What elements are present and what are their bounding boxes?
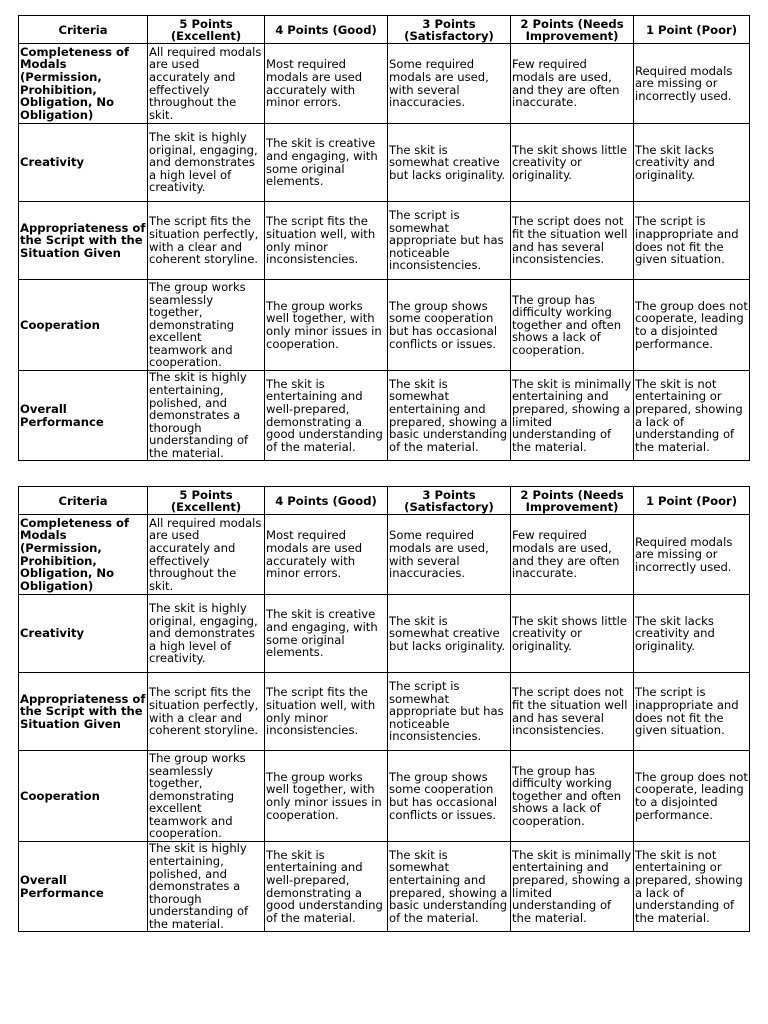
score-2-cell: Few required modals are used, and they are often inaccurate. [511, 44, 634, 124]
criteria-cell: Creativity [19, 595, 148, 673]
score-4-cell: The group works well together, with only minor issues in cooperation. [265, 280, 388, 371]
header-3-points: 3 Points (Satisfactory) [388, 16, 511, 44]
score-2-cell: The script does not fit the situation well and has several inconsistencies. [511, 202, 634, 280]
score-5-cell: The skit is highly entertaining, polished, and demonstrates a thorough understanding of the material. [148, 842, 265, 932]
criteria-cell: Cooperation [19, 280, 148, 371]
score-2-cell: The skit shows little creativity or originality. [511, 595, 634, 673]
table-row [19, 751, 750, 842]
header-4-points: 4 Points (Good) [265, 487, 388, 515]
header-4-points: 4 Points (Good) [265, 16, 388, 44]
criteria-cell: Completeness of Modals (Permission, Prohibition, Obligation, No Obligation) [19, 44, 148, 124]
score-4-cell: The skit is creative and engaging, with some original elements. [265, 595, 388, 673]
table-row [19, 280, 750, 371]
score-5-cell: The script fits the situation perfectly, with a clear and coherent storyline. [148, 673, 265, 751]
score-5-cell: The group works seamlessly together, demonstrating excellent teamwork and cooperation. [148, 280, 265, 371]
score-5-cell: The skit is highly original, engaging, and demonstrates a high level of creativity. [148, 595, 265, 673]
score-1-cell: The skit lacks creativity and originality. [634, 124, 750, 202]
criteria-cell: Completeness of Modals (Permission, Prohibition, Obligation, No Obligation) [19, 515, 148, 595]
header-row [19, 16, 750, 44]
table-row [19, 202, 750, 280]
score-3-cell: The skit is somewhat entertaining and prepared, showing a basic understanding of the material. [388, 842, 511, 932]
criteria-cell: Overall Performance [19, 371, 148, 461]
score-5-cell: All required modals are used accurately and effectively throughout the skit. [148, 44, 265, 124]
table-row [19, 371, 750, 461]
criteria-cell: Overall Performance [19, 842, 148, 932]
score-1-cell: Required modals are missing or incorrectly used. [634, 44, 750, 124]
rubric-table-2 [18, 486, 750, 932]
score-1-cell: The group does not cooperate, leading to a disjointed performance. [634, 751, 750, 842]
score-2-cell: Few required modals are used, and they are often inaccurate. [511, 515, 634, 595]
table-row [19, 124, 750, 202]
score-4-cell: The script fits the situation well, with only minor inconsistencies. [265, 673, 388, 751]
score-5-cell: All required modals are used accurately and effectively throughout the skit. [148, 515, 265, 595]
score-4-cell: Most required modals are used accurately with minor errors. [265, 44, 388, 124]
score-5-cell: The group works seamlessly together, demonstrating excellent teamwork and cooperation. [148, 751, 265, 842]
score-1-cell: The group does not cooperate, leading to a disjointed performance. [634, 280, 750, 371]
score-3-cell: Some required modals are used, with several inaccuracies. [388, 44, 511, 124]
header-1-point: 1 Point (Poor) [634, 16, 750, 44]
score-3-cell: The skit is somewhat creative but lacks originality. [388, 595, 511, 673]
score-3-cell: The skit is somewhat entertaining and prepared, showing a basic understanding of the material. [388, 371, 511, 461]
score-4-cell: The skit is entertaining and well-prepared, demonstrating a good understanding of the material. [265, 371, 388, 461]
table-row [19, 673, 750, 751]
score-3-cell: The skit is somewhat creative but lacks originality. [388, 124, 511, 202]
score-2-cell: The skit is minimally entertaining and prepared, showing a limited understanding of the material. [511, 842, 634, 932]
score-2-cell: The group has difficulty working together and often shows a lack of cooperation. [511, 751, 634, 842]
score-1-cell: The script is inappropriate and does not fit the given situation. [634, 673, 750, 751]
score-5-cell: The script fits the situation perfectly, with a clear and coherent storyline. [148, 202, 265, 280]
header-criteria: Criteria [19, 487, 148, 515]
criteria-cell: Appropriateness of the Script with the Situation Given [19, 673, 148, 751]
header-criteria: Criteria [19, 16, 148, 44]
score-2-cell: The skit shows little creativity or originality. [511, 124, 634, 202]
table-row [19, 44, 750, 124]
header-3-points: 3 Points (Satisfactory) [388, 487, 511, 515]
criteria-cell: Cooperation [19, 751, 148, 842]
rubric-table-1 [18, 15, 750, 461]
score-5-cell: The skit is highly entertaining, polished, and demonstrates a thorough understanding of the material. [148, 371, 265, 461]
score-4-cell: The skit is entertaining and well-prepared, demonstrating a good understanding of the material. [265, 842, 388, 932]
score-4-cell: The skit is creative and engaging, with some original elements. [265, 124, 388, 202]
score-4-cell: The group works well together, with only minor issues in cooperation. [265, 751, 388, 842]
score-1-cell: The skit is not entertaining or prepared, showing a lack of understanding of the material. [634, 842, 750, 932]
table-row [19, 515, 750, 595]
score-3-cell: The group shows some cooperation but has occasional conflicts or issues. [388, 280, 511, 371]
header-row [19, 487, 750, 515]
criteria-cell: Appropriateness of the Script with the Situation Given [19, 202, 148, 280]
score-3-cell: The script is somewhat appropriate but has noticeable inconsistencies. [388, 673, 511, 751]
score-4-cell: Most required modals are used accurately with minor errors. [265, 515, 388, 595]
score-1-cell: The skit is not entertaining or prepared, showing a lack of understanding of the material. [634, 371, 750, 461]
score-1-cell: The script is inappropriate and does not fit the given situation. [634, 202, 750, 280]
table-row [19, 842, 750, 932]
score-2-cell: The group has difficulty working together and often shows a lack of cooperation. [511, 280, 634, 371]
score-3-cell: The group shows some cooperation but has occasional conflicts or issues. [388, 751, 511, 842]
criteria-cell: Creativity [19, 124, 148, 202]
table-row [19, 595, 750, 673]
score-3-cell: Some required modals are used, with several inaccuracies. [388, 515, 511, 595]
score-3-cell: The script is somewhat appropriate but has noticeable inconsistencies. [388, 202, 511, 280]
header-2-points: 2 Points (Needs Improvement) [511, 16, 634, 44]
score-1-cell: Required modals are missing or incorrectly used. [634, 515, 750, 595]
header-5-points: 5 Points (Excellent) [148, 487, 265, 515]
score-2-cell: The script does not fit the situation well and has several inconsistencies. [511, 673, 634, 751]
header-2-points: 2 Points (Needs Improvement) [511, 487, 634, 515]
score-5-cell: The skit is highly original, engaging, and demonstrates a high level of creativity. [148, 124, 265, 202]
header-1-point: 1 Point (Poor) [634, 487, 750, 515]
score-2-cell: The skit is minimally entertaining and prepared, showing a limited understanding of the material. [511, 371, 634, 461]
score-1-cell: The skit lacks creativity and originality. [634, 595, 750, 673]
score-4-cell: The script fits the situation well, with only minor inconsistencies. [265, 202, 388, 280]
header-5-points: 5 Points (Excellent) [148, 16, 265, 44]
